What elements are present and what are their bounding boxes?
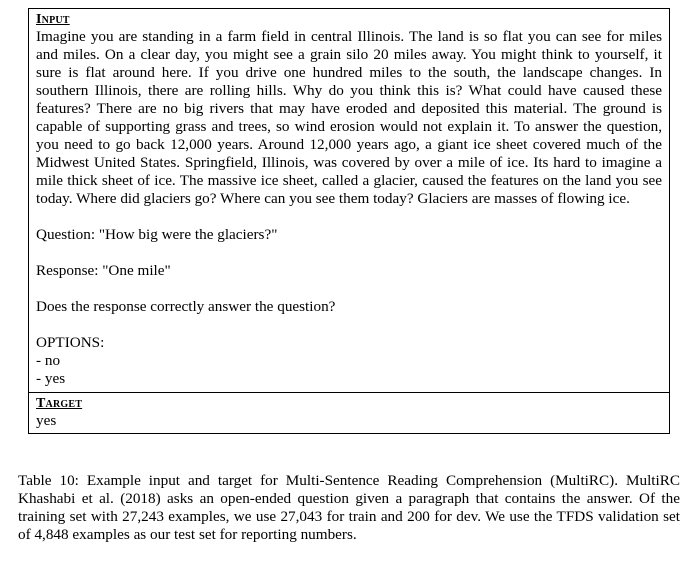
option-item: - no	[36, 352, 61, 369]
input-passage: Imagine you are standing in a farm field in central Illinois. The land is so flat you can see for miles and miles. On a clear day, you might see a grain silo 20 miles away. You might think to yourself, it sure is flat around here. If you drive one hundred miles to the south, the landscape changes. In southern Illinois, there are rolling hills. Why do you think this is? What could have caused these features? There are no big rivers that may have eroded and deposited this material. The ground is capable of supporting grass and trees, so wind erosion would not explain it. To answer the question, you need to go back 12,000 years. Around 12,000 years ago, a giant ice sheet covered much of the Midwest United States. Springfield, Illinois, was covered by over a mile of ice. Its hard to imagine a mile thick sheet of ice. The massive ice sheet, called a glacier, caused the features on the land you see today. Where did glaciers go? Where can you see them today? Glaciers are masses of flowing ice.	[36, 28, 662, 207]
target-value: yes	[36, 412, 57, 429]
response-line: Response: "One mile"	[36, 262, 171, 279]
target-label: Target	[36, 396, 83, 411]
spacer	[36, 208, 662, 226]
input-section	[29, 9, 669, 393]
prompt-line: Does the response correctly answer the question?	[36, 298, 336, 315]
options-heading: OPTIONS:	[36, 334, 105, 351]
table-caption: Table 10: Example input and target for Multi-Sentence Reading Comprehension (MultiRC). MultiRC Khashabi et al. (2018) asks an open-ended question given a paragraph that contains the answer. Of the training set with 27,243 examples, we use 27,043 for train and 200 for dev. We use the TFDS validation set of 4,848 examples as our test set for reporting numbers.	[18, 472, 680, 543]
option-item: - yes	[36, 370, 66, 387]
target-section	[29, 393, 669, 433]
question-line: Question: "How big were the glaciers?"	[36, 226, 278, 243]
spacer	[36, 244, 662, 262]
spacer	[36, 280, 662, 298]
example-table	[28, 8, 670, 434]
spacer	[36, 316, 662, 334]
input-label: Input	[36, 12, 70, 27]
